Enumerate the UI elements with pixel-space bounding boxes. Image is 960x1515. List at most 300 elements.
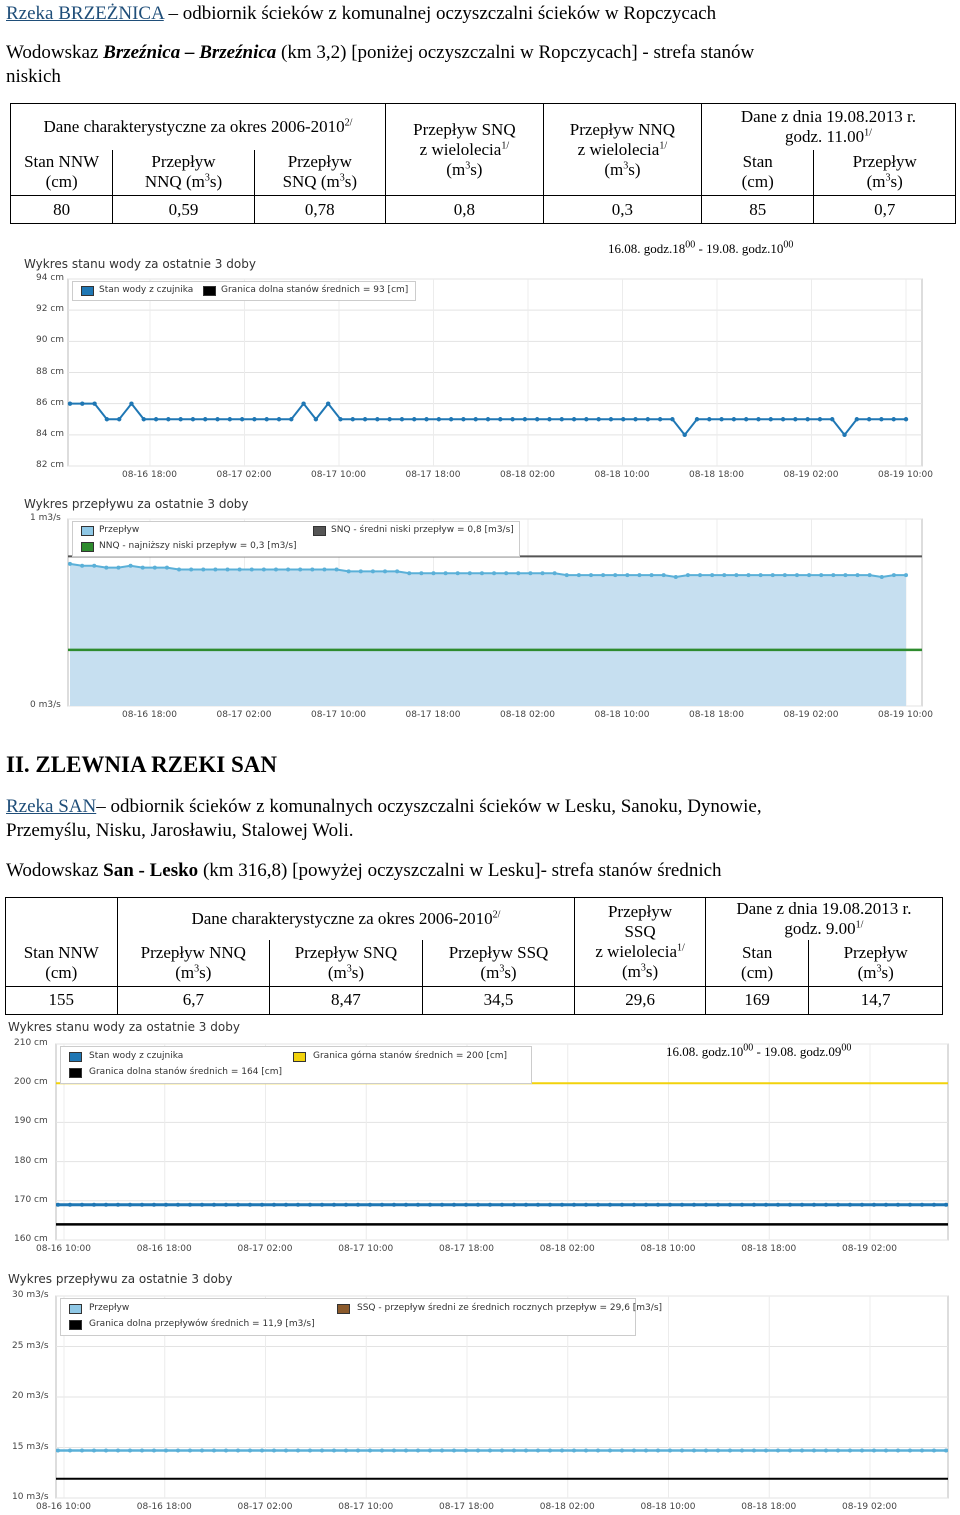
data-point [461, 417, 465, 421]
data-point [105, 417, 109, 421]
data-point [320, 1203, 324, 1207]
data-point [565, 573, 569, 577]
y-tick-label: 160 cm [14, 1234, 48, 1244]
legend-item-series: Stan wody z czujnika [89, 1051, 184, 1061]
data-point [92, 401, 96, 405]
data-point [344, 1203, 348, 1207]
gauge-prefix: Wodowskaz [6, 42, 104, 63]
data-point [164, 1203, 168, 1207]
data-point [476, 1449, 480, 1453]
data-point [596, 1203, 600, 1207]
data-point [272, 1449, 276, 1453]
data-point [920, 1203, 924, 1207]
data-point [486, 417, 490, 421]
legend-item-nnq: NNQ - najniższy niski przepływ = 0,3 [m3/s] [99, 541, 297, 551]
data-point [716, 1203, 720, 1207]
data-point [236, 1203, 240, 1207]
data-point [116, 1203, 120, 1207]
data-point [452, 1449, 456, 1453]
y-tick-label: 84 cm [36, 428, 65, 439]
data-point [164, 1449, 168, 1453]
data-point [769, 417, 773, 421]
data-point [830, 417, 834, 421]
data-point [488, 1449, 492, 1453]
data-point [944, 1203, 948, 1207]
data-point [480, 571, 484, 575]
data-point [265, 417, 269, 421]
data-point [695, 417, 699, 421]
legend-swatch-flow [69, 1304, 82, 1314]
data-point [347, 569, 351, 573]
legend-swatch-flow [81, 526, 94, 536]
data-point [368, 1449, 372, 1453]
col-stan: Stan (cm) [701, 150, 814, 196]
x-tick-label: 08-16 18:00 [136, 1502, 192, 1512]
data-point [248, 1449, 252, 1453]
data-point [250, 567, 254, 571]
data-point [492, 571, 496, 575]
gauge-name: San - Lesko [103, 860, 199, 881]
chart-legend [60, 1046, 532, 1084]
data-point [213, 567, 217, 571]
data-point [326, 401, 330, 405]
data-point [719, 417, 723, 421]
x-tick-label: 08-19 10:00 [878, 470, 933, 480]
x-tick-label: 08-18 18:00 [741, 1502, 797, 1512]
data-point [165, 566, 169, 570]
data-point [788, 1203, 792, 1207]
data-point [722, 573, 726, 577]
data-point [860, 1449, 864, 1453]
x-tick-label: 08-18 18:00 [689, 470, 744, 480]
data-point [732, 417, 736, 421]
chart-title: Wykres stanu wody za ostatnie 3 doby [24, 257, 256, 271]
data-point [805, 417, 809, 421]
x-tick-label: 08-17 02:00 [237, 1502, 293, 1512]
chart-legend [60, 1298, 663, 1336]
x-tick-label: 08-17 10:00 [311, 470, 366, 480]
data-point [152, 1449, 156, 1453]
legend-item-limit: Granica dolna stanów średnich = 93 [cm] [221, 285, 409, 295]
data-point [419, 571, 423, 575]
flow-chart-2 [0, 1270, 960, 1515]
data-point [740, 1203, 744, 1207]
x-tick-label: 08-19 02:00 [842, 1244, 897, 1254]
data-point [431, 571, 435, 575]
y-tick-label: 0 m3/s [30, 700, 61, 710]
time-range-2: 16.08. $godz.10^{00} - 19.08$. $godz.09^{00}$ [666, 1042, 852, 1059]
x-tick-label: 08-18 10:00 [640, 1502, 696, 1512]
data-point [716, 1449, 720, 1453]
y-tick-label: 10 m3/s [12, 1492, 49, 1502]
data-point [310, 567, 314, 571]
data-point [142, 417, 146, 421]
col-nnq-wiel: Przepływ NNQ z wielolecia$^{1/}$ $(m^3s)$ [543, 104, 701, 196]
river-desc2: Przemyślu, Nisku, Jarosławiu, Stalowej Woli. [6, 820, 354, 841]
data-point [800, 1449, 804, 1453]
data-point [308, 1449, 312, 1453]
data-point [880, 575, 884, 579]
data-point [625, 573, 629, 577]
data-point [848, 1203, 852, 1207]
data-point [692, 1203, 696, 1207]
y-tick-label: 210 cm [14, 1038, 48, 1048]
data-point [68, 1449, 72, 1453]
data-point [824, 1449, 828, 1453]
data-point [371, 569, 375, 573]
data-point [836, 1449, 840, 1453]
y-tick-label: 88 cm [36, 366, 65, 377]
data-point [613, 573, 617, 577]
data-point [428, 1449, 432, 1453]
legend-swatch-snq [313, 526, 326, 536]
data-point [440, 1449, 444, 1453]
data-point [80, 1203, 84, 1207]
col-przeplyw: Przepływ $(m^3s)$ [809, 940, 943, 986]
data-point [577, 573, 581, 577]
data-point [322, 567, 326, 571]
data-point [589, 573, 593, 577]
data-point [536, 1449, 540, 1453]
data-point [500, 1449, 504, 1453]
data-point [637, 573, 641, 577]
data-point [680, 1449, 684, 1453]
y-tick-label: 86 cm [36, 397, 65, 408]
water-level-chart-2 [0, 1018, 960, 1263]
cell-ssq-wiel: 29,6 [575, 986, 706, 1014]
data-point [932, 1203, 936, 1207]
data-point [424, 417, 428, 421]
data-point [560, 417, 564, 421]
data-point [80, 564, 84, 568]
river-name: Rzeka BRZEŻNICA [6, 3, 164, 24]
x-tick-label: 08-18 10:00 [594, 470, 650, 480]
data-point [658, 417, 662, 421]
data-point [818, 417, 822, 421]
y-tick-label: 92 cm [36, 304, 65, 315]
data-point [468, 571, 472, 575]
data-point [104, 1449, 108, 1453]
data-point [224, 1449, 228, 1453]
x-tick-label: 08-17 02:00 [237, 1244, 293, 1254]
data-point [670, 417, 674, 421]
data-point [674, 575, 678, 579]
data-point [284, 1203, 288, 1207]
x-tick-label: 08-17 18:00 [439, 1244, 494, 1254]
data-point [868, 573, 872, 577]
data-point [203, 417, 207, 421]
characteristics-table-1 [10, 103, 956, 224]
x-tick-label: 08-18 10:00 [594, 710, 650, 720]
data-point [584, 1203, 588, 1207]
data-point [238, 567, 242, 571]
data-point [215, 417, 219, 421]
data-point [524, 1203, 528, 1207]
data-point [400, 417, 404, 421]
data-point [314, 417, 318, 421]
data-point [904, 417, 908, 421]
data-point [548, 1449, 552, 1453]
data-point [392, 1449, 396, 1453]
data-point [536, 1203, 540, 1207]
data-point [793, 417, 797, 421]
data-point [116, 1449, 120, 1453]
data-point [656, 1449, 660, 1453]
data-point [710, 573, 714, 577]
data-point [92, 564, 96, 568]
data-point [277, 417, 281, 421]
x-tick-label: 08-18 02:00 [500, 710, 555, 720]
data-point [212, 1449, 216, 1453]
data-point [759, 573, 763, 577]
cell-przeplyw: 14,7 [809, 986, 943, 1014]
data-point [746, 573, 750, 577]
data-point [176, 1203, 180, 1207]
data-point [807, 573, 811, 577]
data-point [632, 1203, 636, 1207]
data-point [680, 1203, 684, 1207]
data-point [783, 573, 787, 577]
x-tick-label: 08-17 02:00 [216, 470, 272, 480]
gauge-prefix: Wodowskaz [6, 860, 104, 881]
data-point [308, 1203, 312, 1207]
data-point [884, 1449, 888, 1453]
data-point [444, 571, 448, 575]
data-point [332, 1449, 336, 1453]
data-point [892, 417, 896, 421]
cell-snq: 8,47 [270, 986, 423, 1014]
y-tick-label: 15 m3/s [12, 1441, 49, 1452]
data-point [456, 571, 460, 575]
data-point [188, 1203, 192, 1207]
data-point [734, 573, 738, 577]
y-tick-label: 190 cm [14, 1116, 48, 1127]
data-point [668, 1449, 672, 1453]
cell-snq: 0,78 [254, 196, 385, 224]
data-point [524, 1449, 528, 1453]
data-point [191, 417, 195, 421]
data-point [904, 573, 908, 577]
date-header: Dane z dnia 19.08.2013 r. godz. $11.00^{1/}$ [701, 104, 955, 150]
data-point [140, 1449, 144, 1453]
data-point [359, 569, 363, 573]
data-point [510, 417, 514, 421]
data-point [252, 417, 256, 421]
cell-snq-wiel: 0,8 [385, 196, 543, 224]
x-tick-label: 08-18 02:00 [500, 470, 555, 480]
data-point [608, 1203, 612, 1207]
gauge-header [6, 41, 956, 89]
data-point [274, 567, 278, 571]
data-point [572, 1449, 576, 1453]
data-point [621, 417, 625, 421]
x-tick-label: 08-19 10:00 [878, 710, 933, 720]
data-point [104, 1203, 108, 1207]
data-point [572, 1203, 576, 1207]
data-point [788, 1449, 792, 1453]
data-point [764, 1203, 768, 1207]
legend-item-flow: Przepływ [99, 525, 140, 535]
col-stan-nnw: Stan NNW (cm) [11, 150, 113, 196]
data-point [56, 1203, 60, 1207]
col-ssq: Przepływ SSQ $(m^3s)$ [422, 940, 575, 986]
san-gauge-header [6, 859, 956, 883]
data-point [860, 1203, 864, 1207]
data-point [296, 1203, 300, 1207]
data-point [756, 417, 760, 421]
x-tick-label: 08-17 02:00 [216, 710, 272, 720]
data-point [177, 567, 181, 571]
data-point [189, 567, 193, 571]
x-tick-label: 08-18 18:00 [689, 710, 744, 720]
data-point [892, 573, 896, 577]
data-point [548, 1203, 552, 1207]
data-point [608, 1449, 612, 1453]
data-point [596, 417, 600, 421]
data-point [380, 1449, 384, 1453]
x-tick-label: 08-18 02:00 [539, 1244, 595, 1254]
cell-nnq-wiel: 0,3 [543, 196, 701, 224]
x-tick-label: 08-19 02:00 [783, 710, 839, 720]
data-point [781, 417, 785, 421]
data-point [240, 417, 244, 421]
flow-chart-1 [0, 495, 960, 730]
data-point [464, 1449, 468, 1453]
x-tick-label: 08-19 02:00 [842, 1502, 897, 1512]
data-point [154, 417, 158, 421]
data-point [500, 1203, 504, 1207]
data-point [68, 1203, 72, 1207]
data-point [516, 571, 520, 575]
data-point [104, 566, 108, 570]
data-point [320, 1449, 324, 1453]
data-point [152, 1203, 156, 1207]
data-point [704, 1203, 708, 1207]
data-point [92, 1449, 96, 1453]
data-point [620, 1449, 624, 1453]
data-point [771, 573, 775, 577]
data-point [140, 1203, 144, 1207]
y-tick-label: 1 m3/s [30, 513, 61, 523]
col-stan-nnw-top [6, 898, 118, 941]
data-point [596, 1449, 600, 1453]
data-point [383, 569, 387, 573]
data-point [633, 417, 637, 421]
x-tick-label: 08-16 10:00 [36, 1502, 91, 1512]
data-point [129, 564, 133, 568]
data-point [535, 417, 539, 421]
x-tick-label: 08-17 18:00 [405, 710, 461, 720]
data-point [776, 1203, 780, 1207]
river-name: Rzeka SAN [6, 796, 97, 817]
data-point [248, 1203, 252, 1207]
data-point [609, 417, 613, 421]
data-point [92, 1203, 96, 1207]
data-point [298, 567, 302, 571]
river-desc: – odbiornik ścieków z komunalnej oczyszczalni ścieków w Ropczycach [163, 3, 717, 24]
data-point [368, 1203, 372, 1207]
legend-item-series: Stan wody z czujnika [99, 285, 194, 295]
col-nnq: Przepływ NNQ $(m^3s)$ [117, 940, 270, 986]
river-desc: – odbiornik ścieków z komunalnych oczyszczalni ścieków w Lesku, Sanoku, Dynowie, [96, 796, 762, 817]
data-point [867, 417, 871, 421]
data-point [656, 1203, 660, 1207]
chart-legend [72, 521, 520, 557]
data-point [572, 417, 576, 421]
data-point [286, 567, 290, 571]
river-header [6, 2, 956, 26]
data-point [504, 571, 508, 575]
data-point [932, 1449, 936, 1453]
cell-stan-nnw: 155 [6, 986, 118, 1014]
data-point [117, 417, 121, 421]
data-point [707, 417, 711, 421]
data-point [872, 1449, 876, 1453]
data-point [452, 1203, 456, 1207]
data-point [301, 401, 305, 405]
data-point [704, 1449, 708, 1453]
data-point [212, 1203, 216, 1207]
data-point [812, 1203, 816, 1207]
cell-stan: 85 [701, 196, 814, 224]
data-point [752, 1449, 756, 1453]
data-point [335, 567, 339, 571]
data-point [800, 1203, 804, 1207]
data-point [428, 1203, 432, 1207]
data-point [856, 573, 860, 577]
y-tick-label: 20 m3/s [12, 1391, 49, 1401]
data-point [584, 417, 588, 421]
data-point [375, 417, 379, 421]
data-point [920, 1449, 924, 1453]
chart-title: Wykres przepływu za ostatnie 3 doby [8, 1272, 233, 1286]
data-point [512, 1449, 516, 1453]
x-tick-label: 08-17 18:00 [405, 470, 461, 480]
data-point [728, 1449, 732, 1453]
chart-legend [72, 281, 416, 301]
data-point [141, 566, 145, 570]
data-point [228, 417, 232, 421]
data-point [872, 1203, 876, 1207]
x-tick-label: 08-18 10:00 [640, 1244, 696, 1254]
time-range-1: 16.08. $godz.18^{00} - 19.08$. $godz.10^{00}$ [608, 239, 794, 256]
data-point [404, 1203, 408, 1207]
legend-item-snq: SNQ - średni niski przepływ = 0,8 [m3/s] [331, 525, 514, 535]
group-header: Dane charakterystyczne za okres $2006-2010^{2/}$ [11, 104, 386, 150]
data-point [201, 567, 205, 571]
legend-item-lower: Granica dolna stanów średnich = 164 [cm] [89, 1067, 283, 1077]
x-tick-label: 08-17 10:00 [311, 710, 366, 720]
data-point [795, 573, 799, 577]
gauge-suffix2: niskich [6, 66, 61, 87]
legend-item-upper: Granica górna stanów średnich = 200 [cm] [313, 1051, 508, 1061]
data-point [831, 573, 835, 577]
y-tick-label: 25 m3/s [12, 1340, 49, 1351]
data-point [188, 1449, 192, 1453]
data-point [226, 567, 230, 571]
legend-swatch-nnq [81, 542, 94, 552]
data-point [224, 1203, 228, 1207]
chart-title: Wykres przepływu za ostatnie 3 doby [24, 497, 249, 511]
col-stan-nnw: Stan NNW (cm) [6, 940, 118, 986]
data-point [464, 1203, 468, 1207]
data-point [523, 417, 527, 421]
data-point [262, 567, 266, 571]
data-point [752, 1203, 756, 1207]
data-point [128, 1203, 132, 1207]
data-point [289, 417, 293, 421]
data-point [512, 1203, 516, 1207]
